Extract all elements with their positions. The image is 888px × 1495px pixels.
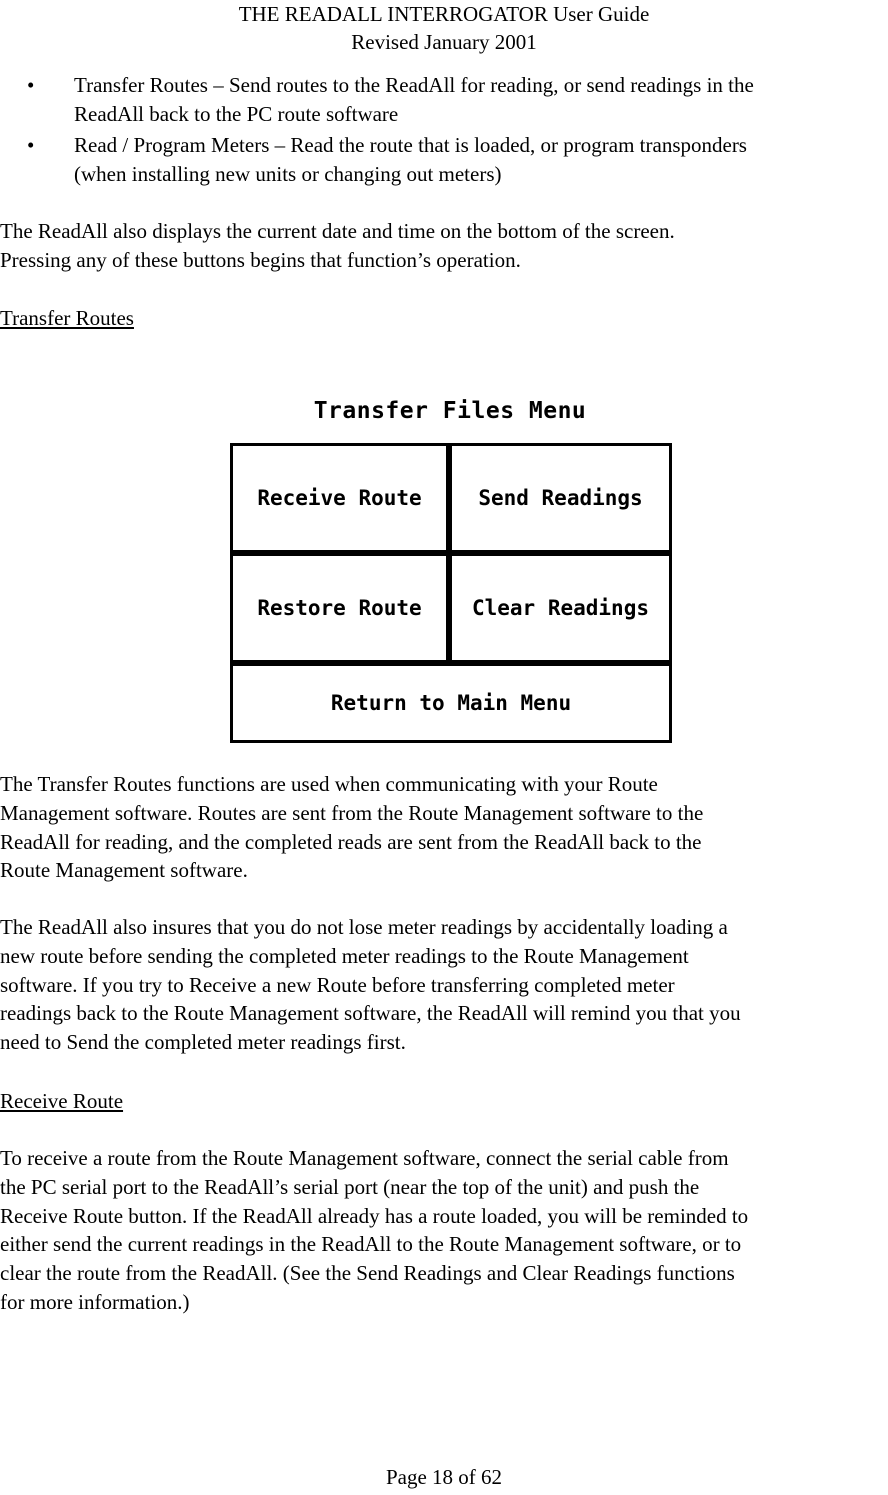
paragraph-line: either send the current readings in the ReadAll to the Route Management software, or to: [0, 1232, 742, 1257]
paragraph-line: clear the route from the ReadAll. (See the Send Readings and Clear Readings functions: [0, 1261, 735, 1286]
paragraph-line: the PC serial port to the ReadAll’s serial port (near the top of the unit) and push the: [0, 1174, 700, 1199]
bullet-text-line: Transfer Routes – Send routes to the ReadAll for reading, or send readings in the: [74, 73, 754, 97]
menu-button-grid: [230, 443, 672, 743]
menu-title: Transfer Files Menu: [313, 398, 587, 424]
bullet-text-line: (when installing new units or changing out meters): [74, 162, 502, 186]
paragraph-line: The ReadAll also insures that you do not lose meter readings by accidentally loading a: [0, 915, 728, 939]
revision-date: Revised January 2001: [351, 30, 537, 54]
paragraph-line: ReadAll for reading, and the completed reads are sent from the ReadAll back to the: [0, 829, 702, 854]
paragraph-line: The Transfer Routes functions are used when communicating with your Route: [0, 772, 658, 796]
paragraph-line: need to Send the completed meter readings first.: [0, 1030, 406, 1055]
bullet-icon: •: [27, 133, 35, 157]
paragraph-line: readings back to the Route Management software, the ReadAll will remind you that you: [0, 1001, 741, 1026]
section-heading-receive-route: Receive Route: [0, 1089, 124, 1113]
page-number: Page 18 of 62: [385, 1465, 503, 1489]
intro-paragraph: [0, 217, 888, 275]
paragraph-line: Route Management software.: [0, 858, 248, 883]
paragraph-line: new route before sending the completed meter readings to the Route Management: [0, 943, 689, 968]
paragraph-line: Receive Route button. If the ReadAll already has a route loaded, you will be reminded to: [0, 1203, 749, 1228]
send-readings-button[interactable]: Send Readings: [452, 446, 669, 550]
bullet-text-line: Read / Program Meters – Read the route that is loaded, or program transponders: [74, 133, 747, 157]
bullet-list: [0, 71, 888, 191]
bullet-icon: •: [27, 73, 35, 97]
receive-route-paragraph: [0, 1144, 888, 1317]
return-to-main-menu-button[interactable]: Return to Main Menu: [233, 666, 669, 740]
paragraph-line: To receive a route from the Route Management software, connect the serial cable from: [0, 1146, 729, 1170]
paragraph-line: Pressing any of these buttons begins that function’s operation.: [0, 247, 521, 272]
list-item: [0, 71, 888, 129]
paragraph-line: The ReadAll also displays the current date and time on the bottom of the screen.: [0, 219, 675, 243]
insure-paragraph: [0, 913, 888, 1057]
receive-route-button[interactable]: Receive Route: [233, 446, 446, 550]
document-title: THE READALL INTERROGATOR User Guide: [238, 2, 650, 26]
bullet-text-line: ReadAll back to the PC route software: [74, 102, 399, 126]
page-header: [0, 0, 888, 56]
paragraph-line: Management software. Routes are sent from the Route Management software to the: [0, 800, 704, 825]
device-screen-figure: [230, 398, 670, 742]
transfer-routes-paragraph: [0, 770, 888, 885]
paragraph-line: software. If you try to Receive a new Route before transferring completed meter: [0, 972, 675, 997]
list-item: [0, 131, 888, 189]
clear-readings-button[interactable]: Clear Readings: [452, 556, 669, 660]
section-heading-transfer-routes: Transfer Routes: [0, 306, 134, 330]
restore-route-button[interactable]: Restore Route: [233, 556, 446, 660]
paragraph-line: for more information.): [0, 1289, 190, 1314]
